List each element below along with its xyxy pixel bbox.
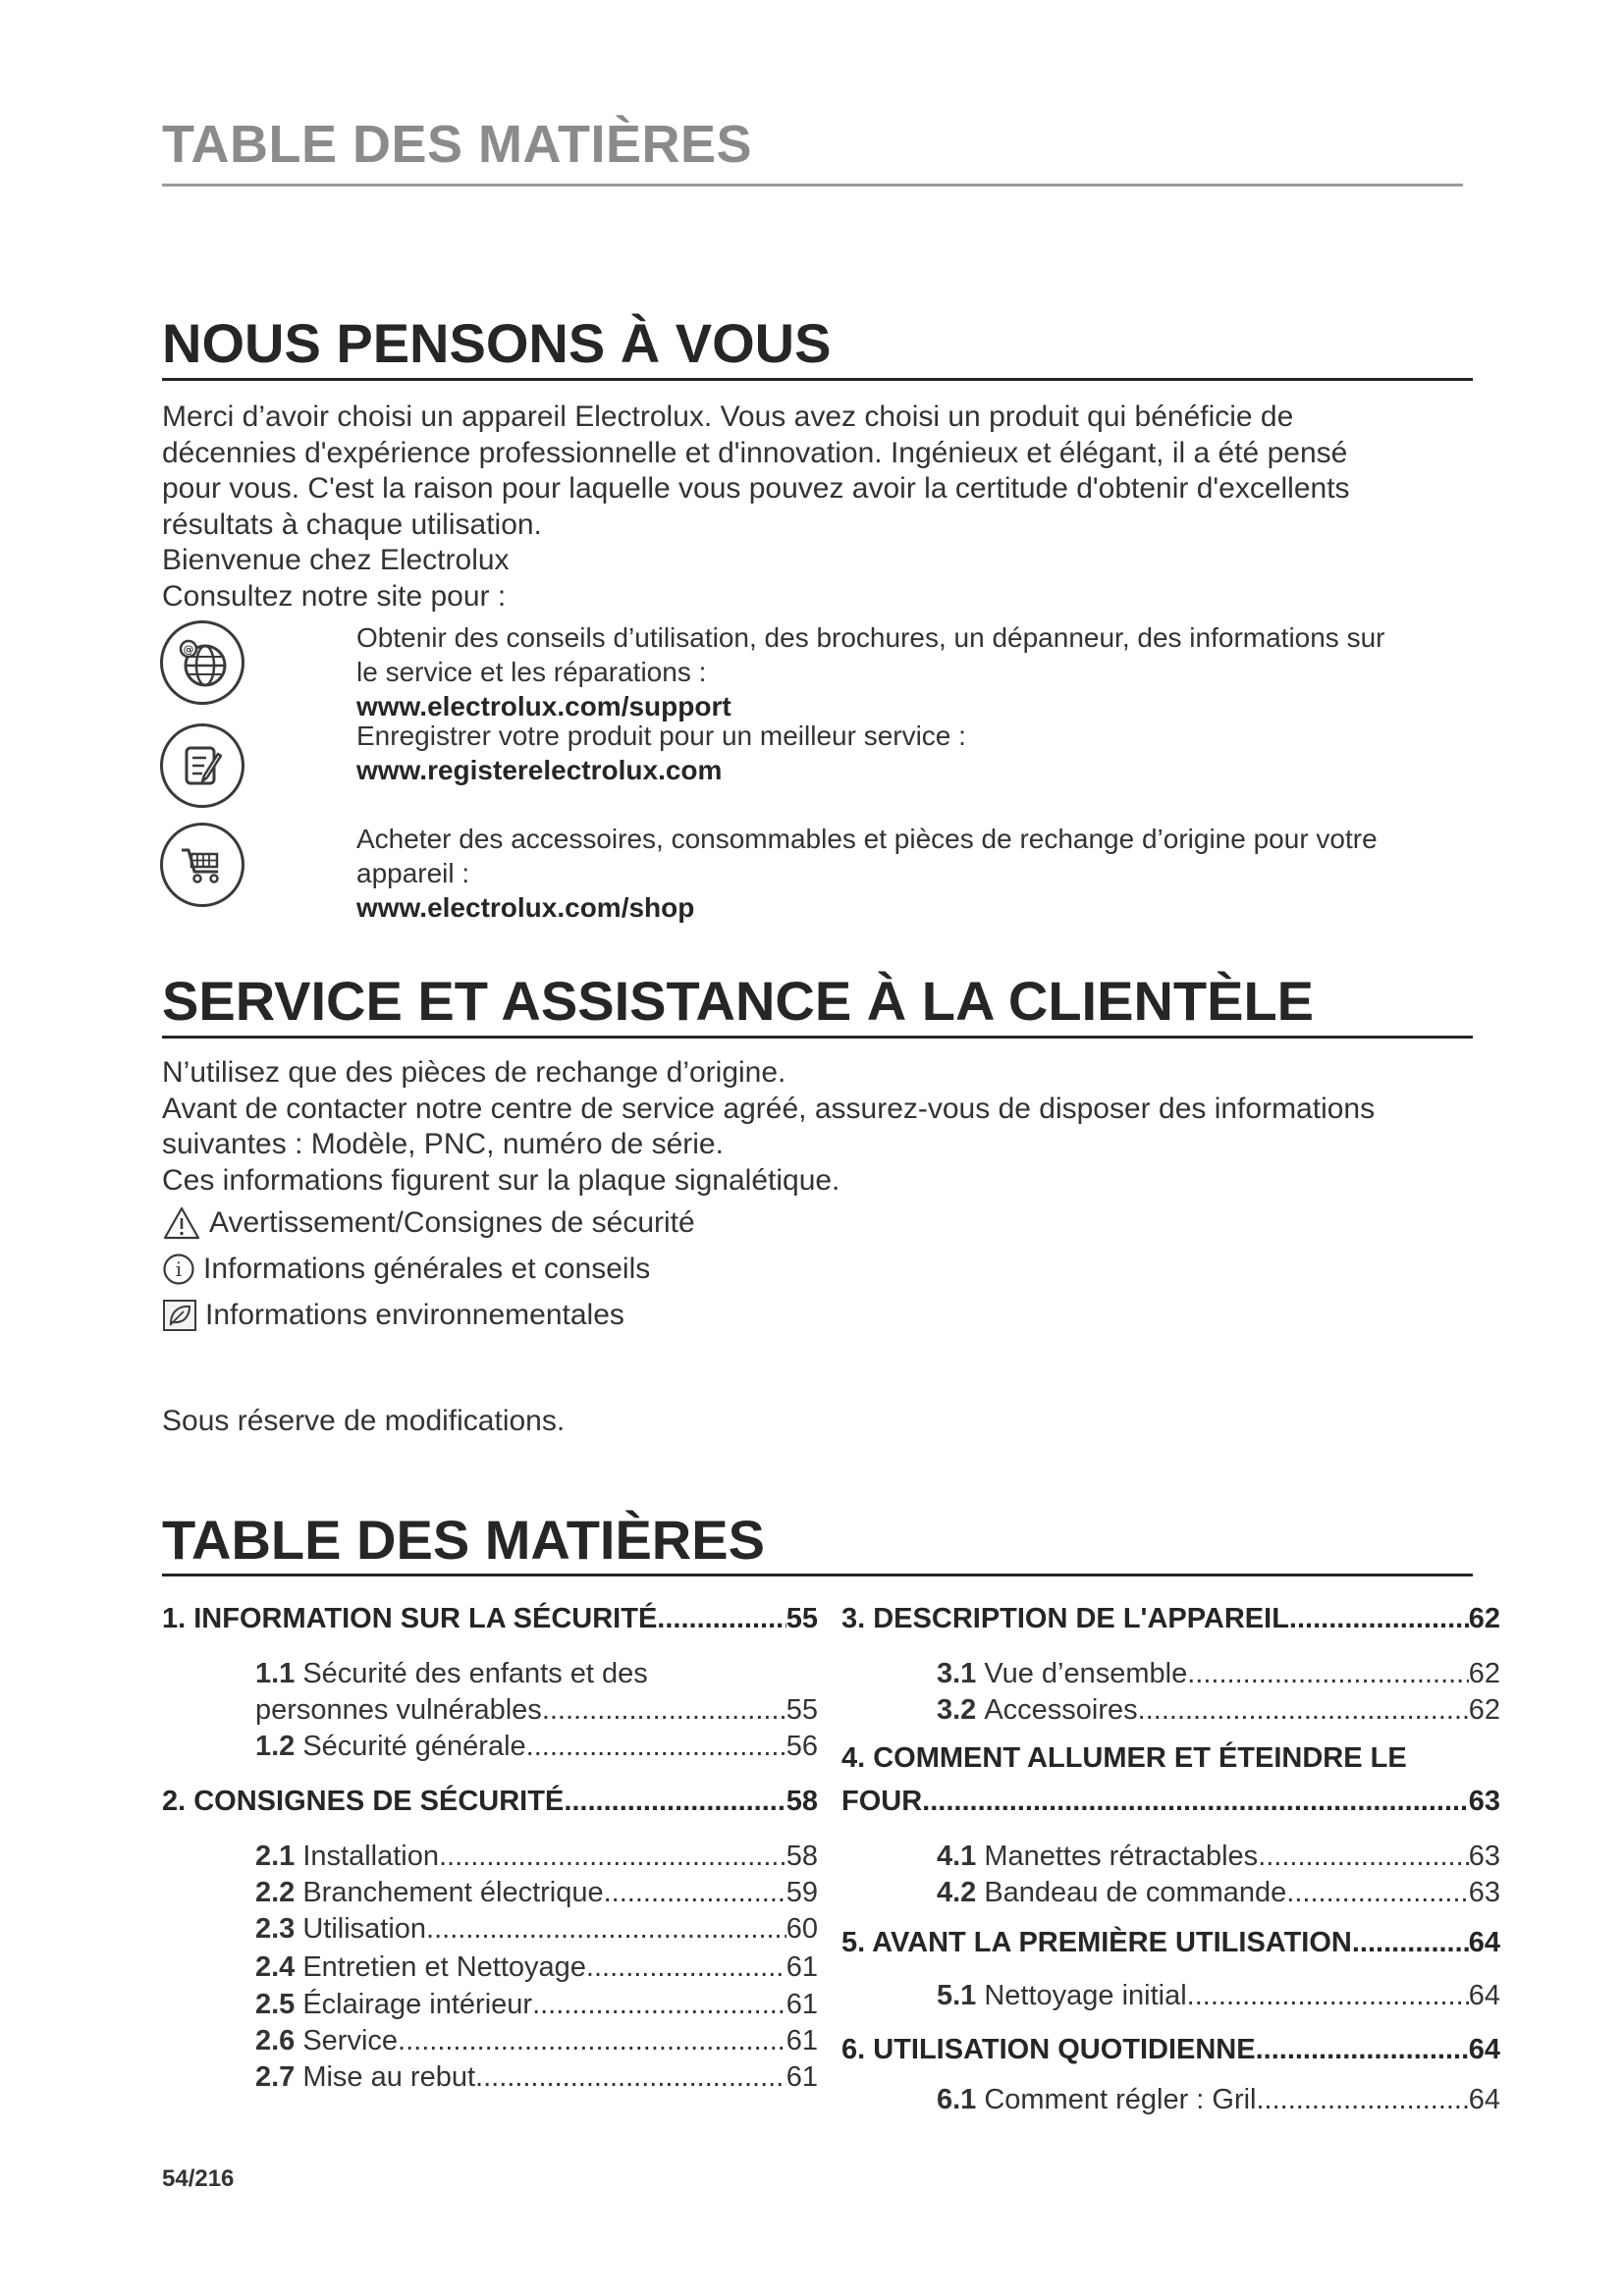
service-line: N’utilisez que des pièces de rechange d’origine. (162, 1056, 786, 1089)
toc-entry-1[interactable]: 1. INFORMATION SUR LA SÉCURITÉ ..... 55 (162, 1605, 818, 1633)
toc-entry-5-1[interactable]: 5.1 Nettoyage initial ..... 64 (937, 1982, 1500, 2010)
info-symbol-row (162, 1253, 650, 1286)
running-header-title: TABLE DES MATIÈRES (162, 115, 753, 174)
toc-section-title: TABLE DES MATIÈRES (162, 1509, 765, 1571)
toc-entry-2-7[interactable]: 2.7 Mise au rebut ..... 61 (255, 2063, 818, 2092)
info-circle-icon (162, 1253, 195, 1286)
shop-text-line: Acheter des accessoires, consommables et pièces de rechange d’origine pour votre (356, 824, 1378, 854)
toc-entry-2[interactable]: 2. CONSIGNES DE SÉCURITÉ ..... 58 (162, 1788, 818, 1816)
shop-url-link[interactable]: www.electrolux.com/shop (356, 892, 695, 923)
welcome-line: décennies d'expérience professionnelle et d'innovation. Ingénieux et élégant, il a été pensé (162, 436, 1348, 469)
environment-label: Informations environnementales (205, 1299, 624, 1331)
svg-text:@: @ (183, 643, 194, 656)
support-info (356, 620, 1384, 723)
welcome-section-divider (162, 378, 1473, 381)
register-document-icon (160, 723, 244, 808)
register-text-line: Enregistrer votre produit pour un meilleur service : (356, 721, 966, 751)
toc-entry-4-continued[interactable]: FOUR ..... 63 (841, 1788, 1500, 1816)
warning-symbol-row (162, 1205, 695, 1241)
toc-entry-6[interactable]: 6. UTILISATION QUOTIDIENNE ..... 64 (841, 2036, 1500, 2064)
toc-entry-2-3[interactable]: 2.3 Utilisation ..... 60 (255, 1915, 818, 1944)
service-paragraph (162, 1055, 1375, 1199)
welcome-line: résultats à chaque utilisation. (162, 507, 542, 541)
page-number: 54/216 (162, 2165, 235, 2192)
toc-entry-4-2[interactable]: 4.2 Bandeau de commande ..... 63 (937, 1879, 1500, 1907)
toc-entry-1-1[interactable]: 1.1 Sécurité des enfants et des (255, 1658, 648, 1689)
toc-entry-3-1[interactable]: 3.1 Vue d’ensemble ..... 62 (937, 1660, 1500, 1688)
warning-triangle-icon (162, 1205, 201, 1241)
welcome-paragraph (162, 400, 1350, 614)
support-text-line: Obtenir des conseils d’utilisation, des brochures, un dépanneur, des informations sur (356, 622, 1385, 653)
toc-section-divider (162, 1574, 1473, 1576)
shop-text-line: appareil : (356, 858, 470, 888)
globe-icon (160, 620, 244, 705)
toc-entry-2-2[interactable]: 2.2 Branchement électrique ..... 59 (255, 1879, 818, 1907)
environment-leaf-icon (162, 1299, 197, 1332)
welcome-section-title: NOUS PENSONS À VOUS (162, 312, 832, 374)
toc-entry-4[interactable]: 4. COMMENT ALLUMER ET ÉTEINDRE LE (841, 1742, 1407, 1774)
toc-entry-1-2[interactable]: 1.2 Sécurité générale ..... 56 (255, 1733, 818, 1761)
service-section-title: SERVICE ET ASSISTANCE À LA CLIENTÈLE (162, 970, 1315, 1032)
toc-entry-2-6[interactable]: 2.6 Service ..... 61 (255, 2027, 818, 2056)
toc-entry-5[interactable]: 5. AVANT LA PREMIÈRE UTILISATION ..... 64 (841, 1929, 1500, 1957)
service-line: Avant de contacter notre centre de service agréé, assurez-vous de disposer des informations (162, 1092, 1376, 1125)
toc-entry-6-1[interactable]: 6.1 Comment régler : Gril ..... 64 (937, 2086, 1500, 2114)
warning-label: Avertissement/Consignes de sécurité (209, 1206, 695, 1239)
environment-symbol-row (162, 1299, 624, 1332)
toc-entry-1-1-continued[interactable]: personnes vulnérables ..... 55 (255, 1696, 818, 1725)
svg-text:i: i (175, 1257, 183, 1281)
shopping-cart-icon (160, 823, 244, 907)
support-text-line: le service et les réparations : (356, 657, 707, 687)
register-url-link[interactable]: www.registerelectrolux.com (356, 755, 723, 785)
register-info (356, 719, 966, 787)
service-line: Ces informations figurent sur la plaque signalétique. (162, 1163, 840, 1197)
toc-entry-4-1[interactable]: 4.1 Manettes rétractables ..... 63 (937, 1842, 1500, 1871)
toc-entry-2-5[interactable]: 2.5 Éclairage intérieur ..... 61 (255, 1991, 818, 2019)
welcome-line: pour vous. C'est la raison pour laquelle vous pouvez avoir la certitude d'obtenir d'excellents (162, 472, 1350, 505)
toc-entry-2-4[interactable]: 2.4 Entretien et Nettoyage ..... 61 (255, 1953, 818, 1982)
info-label: Informations générales et conseils (203, 1253, 651, 1285)
toc-entry-3[interactable]: 3. DESCRIPTION DE L'APPAREIL ..... 62 (841, 1605, 1500, 1633)
welcome-line: Bienvenue chez Electrolux (162, 544, 510, 576)
modification-notice: Sous réserve de modifications. (162, 1405, 566, 1437)
support-url-link[interactable]: www.electrolux.com/support (356, 691, 731, 721)
toc-entry-2-1[interactable]: 2.1 Installation ..... 58 (255, 1842, 818, 1871)
service-section-divider (162, 1036, 1473, 1039)
header-divider (162, 184, 1463, 187)
welcome-line: Consultez notre site pour : (162, 579, 507, 613)
shop-info (356, 822, 1378, 925)
service-line: suivantes : Modèle, PNC, numéro de série. (162, 1128, 724, 1160)
welcome-line: Merci d’avoir choisi un appareil Electrolux. Vous avez choisi un produit qui bénéficie de (162, 400, 1294, 433)
toc-entry-3-2[interactable]: 3.2 Accessoires ..... 62 (937, 1696, 1500, 1725)
